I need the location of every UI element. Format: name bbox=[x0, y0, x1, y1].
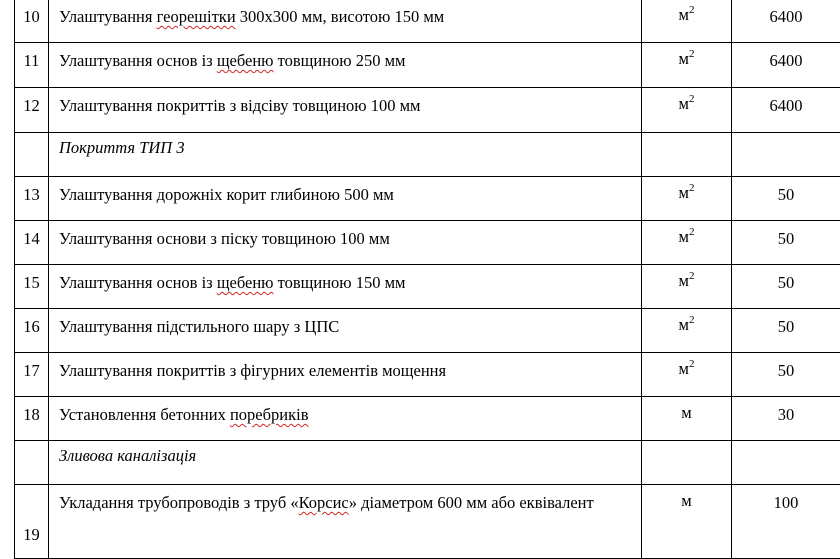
work-name: Укладання трубопроводів з труб «Корсис» діаметром 600 мм або еквівалент bbox=[49, 485, 642, 559]
row-number: 12 bbox=[15, 88, 49, 133]
spellcheck-word: георешітки bbox=[157, 7, 236, 26]
spellcheck-word: поребриків bbox=[230, 405, 309, 424]
table-row bbox=[15, 0, 840, 43]
row-number: 18 bbox=[15, 397, 49, 441]
row-number: 15 bbox=[15, 265, 49, 309]
work-name: Улаштування основ із щебеню товщиною 250 мм bbox=[49, 43, 642, 88]
section-row bbox=[15, 441, 840, 485]
work-name: Улаштування основи з піску товщиною 100 мм bbox=[49, 221, 642, 265]
row-number: 16 bbox=[15, 309, 49, 353]
table-row bbox=[15, 397, 840, 441]
table-row bbox=[15, 485, 840, 559]
work-name: Улаштування підстильного шару з ЦПС bbox=[49, 309, 642, 353]
work-name: Улаштування покриттів з фігурних елементів мощення bbox=[49, 353, 642, 397]
row-number: 17 bbox=[15, 353, 49, 397]
spellcheck-word: щебеню bbox=[217, 51, 274, 70]
quantity-cell: 50 bbox=[732, 265, 840, 309]
table-row bbox=[15, 353, 840, 397]
quantity-cell: 30 bbox=[732, 397, 840, 441]
table-row bbox=[15, 43, 840, 88]
quantity-cell: 6400 bbox=[732, 88, 840, 133]
table-row bbox=[15, 177, 840, 221]
row-number: 13 bbox=[15, 177, 49, 221]
table-row bbox=[15, 265, 840, 309]
quantity-cell: 6400 bbox=[732, 0, 840, 43]
unit-cell: $м^2$ bbox=[642, 353, 732, 397]
unit-cell: $м^2$ bbox=[642, 265, 732, 309]
unit-cell: м bbox=[642, 485, 732, 559]
table-row bbox=[15, 309, 840, 353]
quantity-cell: 100 bbox=[732, 485, 840, 559]
unit-cell: $м^2$ bbox=[642, 0, 732, 43]
table-row bbox=[15, 221, 840, 265]
works-table bbox=[14, 0, 840, 559]
work-name: Улаштування дорожніх корит глибиною 500 мм bbox=[49, 177, 642, 221]
row-number: 10 bbox=[15, 0, 49, 43]
work-name: Установлення бетонних поребриків bbox=[49, 397, 642, 441]
work-name: Улаштування покриттів з відсіву товщиною 100 мм bbox=[49, 88, 642, 133]
quantity-cell: 6400 bbox=[732, 43, 840, 88]
unit-cell: $м^2$ bbox=[642, 221, 732, 265]
spellcheck-word: Корсис bbox=[299, 493, 349, 512]
unit-cell: $м^2$ bbox=[642, 88, 732, 133]
unit-cell: $м^2$ bbox=[642, 177, 732, 221]
section-title: Зливова каналізація bbox=[49, 441, 642, 485]
spellcheck-word: щебеню bbox=[217, 273, 274, 292]
unit-cell: $м^2$ bbox=[642, 43, 732, 88]
quantity-cell: 50 bbox=[732, 309, 840, 353]
work-name: Улаштування георешітки 300х300 мм, висотою 150 мм bbox=[49, 0, 642, 43]
unit-cell: $м^2$ bbox=[642, 309, 732, 353]
row-number: 14 bbox=[15, 221, 49, 265]
section-title: Покриття ТИП 3 bbox=[49, 133, 642, 177]
quantity-cell: 50 bbox=[732, 353, 840, 397]
unit-cell: м bbox=[642, 397, 732, 441]
row-number: 11 bbox=[15, 43, 49, 88]
section-row bbox=[15, 133, 840, 177]
table-row bbox=[15, 88, 840, 133]
work-name: Улаштування основ із щебеню товщиною 150 мм bbox=[49, 265, 642, 309]
quantity-cell: 50 bbox=[732, 177, 840, 221]
quantity-cell: 50 bbox=[732, 221, 840, 265]
row-number: 19 bbox=[15, 485, 49, 559]
